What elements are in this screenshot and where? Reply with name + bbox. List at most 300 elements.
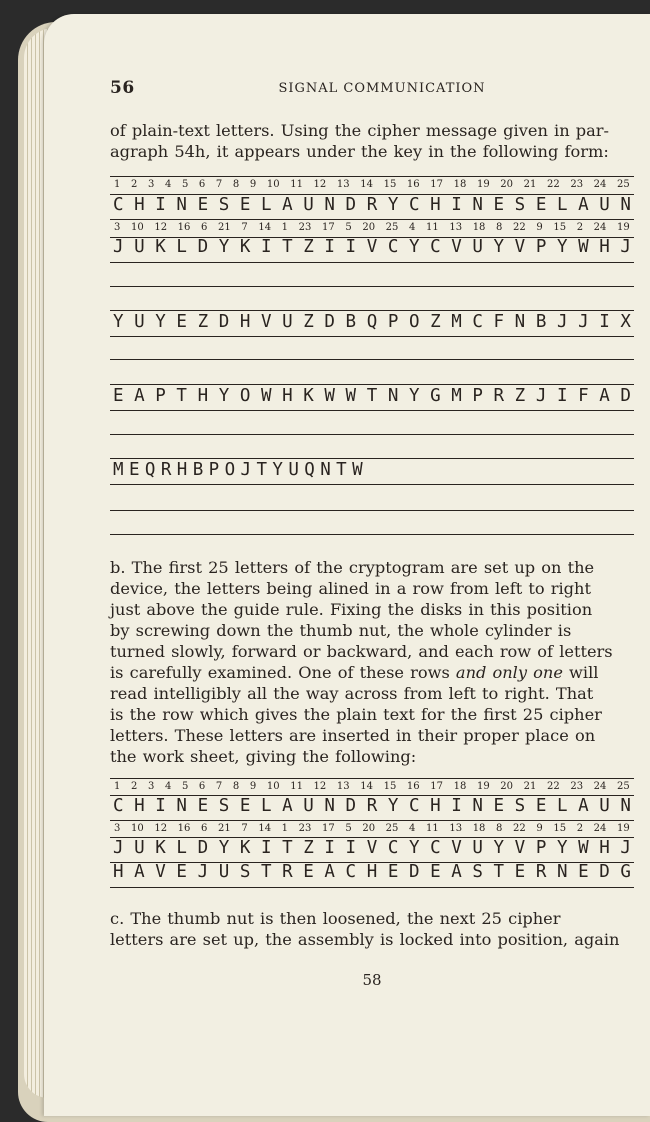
para-c-line: letters are set up, the assembly is locked into position, again (110, 930, 620, 949)
cell: 24 (593, 179, 607, 190)
cell: I (451, 796, 462, 816)
cell: S (218, 195, 230, 215)
para-c-line: c. The thumb nut is then loosened, the next 25 cipher (110, 909, 561, 928)
para-b-line: the work sheet, giving the following: (110, 747, 417, 766)
rule (110, 384, 634, 385)
cell: 7 (241, 222, 248, 233)
cell: R (366, 195, 378, 215)
cell: 13 (449, 823, 463, 834)
intro-line: of plain-text letters. Using the cipher message given in par- (110, 121, 609, 140)
cell: D (345, 195, 357, 215)
cell: C (113, 195, 124, 215)
cell: U (288, 460, 299, 480)
cell: 21 (523, 179, 537, 190)
para-b-line: turned slowly, forward or backward, and each row of letters (110, 642, 613, 661)
cell: H (599, 237, 610, 257)
rule (110, 176, 634, 177)
cell: H (134, 195, 145, 215)
cell: 12 (154, 823, 168, 834)
cell: K (303, 386, 314, 406)
cell: L (260, 796, 272, 816)
cell: P (535, 838, 547, 858)
cell: W (260, 386, 272, 406)
cell: R (282, 862, 293, 882)
cell: L (556, 796, 568, 816)
rule (110, 510, 634, 511)
cell: C (408, 195, 420, 215)
cell: O (239, 386, 251, 406)
cell: D (197, 838, 209, 858)
cell: D (197, 237, 209, 257)
cell: E (578, 862, 589, 882)
cell: G (620, 862, 631, 882)
cell: D (408, 862, 420, 882)
cell: L (260, 195, 272, 215)
cell: Z (303, 838, 314, 858)
cell: Q (304, 460, 315, 480)
cell: N (620, 195, 631, 215)
cell: E (514, 862, 526, 882)
cell: P (472, 386, 483, 406)
cell: 2 (130, 781, 138, 792)
cell: 5 (181, 179, 189, 190)
cell: 23 (298, 222, 312, 233)
para-b-line: is the row which gives the plain text for the first 25 cipher (110, 705, 602, 724)
cell: 13 (336, 781, 350, 792)
cell: C (345, 862, 357, 882)
cell: I (155, 195, 166, 215)
cell: 10 (266, 781, 280, 792)
position-numbers-row-2 (110, 781, 634, 792)
cipher-row-1 (110, 237, 634, 257)
cell: 8 (232, 781, 240, 792)
cell: 11 (426, 222, 439, 233)
cell: A (282, 796, 293, 816)
cell: 5 (345, 823, 352, 834)
cell: O (408, 312, 420, 332)
cell: V (366, 838, 378, 858)
cell: D (620, 386, 631, 406)
cell: 22 (546, 179, 560, 190)
cell: 23 (570, 179, 584, 190)
cell: 14 (360, 781, 373, 792)
cell: Q (366, 312, 378, 332)
cell: U (472, 838, 483, 858)
cell: 18 (472, 823, 486, 834)
cell: J (578, 312, 589, 332)
cell: 7 (215, 781, 223, 792)
cell: 16 (406, 781, 420, 792)
cell: J (197, 862, 209, 882)
cell: N (320, 460, 331, 480)
cell: K (239, 237, 251, 257)
page-number: 56 (110, 78, 135, 98)
cell: 10 (266, 179, 280, 190)
cell: 19 (617, 222, 630, 233)
cell: 15 (383, 781, 397, 792)
cell: 1 (281, 823, 289, 834)
para-b-line: is carefully examined. One of these rows and only one will (110, 663, 599, 682)
cell: Y (155, 312, 166, 332)
cell: 15 (383, 179, 397, 190)
cell: R (535, 862, 547, 882)
cell: N (387, 386, 399, 406)
cell: Y (113, 312, 124, 332)
cell: 16 (177, 222, 191, 233)
cell: A (282, 195, 293, 215)
cell: J (240, 460, 252, 480)
cell: R (160, 460, 172, 480)
cell: H (599, 838, 610, 858)
cell: Z (303, 237, 314, 257)
cell: 23 (298, 823, 312, 834)
cell: 12 (313, 179, 327, 190)
cell: I (451, 195, 462, 215)
cell: 10 (130, 222, 144, 233)
position-numbers-row (110, 179, 634, 190)
cell: 9 (249, 781, 257, 792)
cell: A (451, 862, 462, 882)
rule (110, 820, 634, 821)
cell: 21 (218, 222, 231, 233)
cell: I (260, 838, 272, 858)
cell: 3 (147, 179, 155, 190)
cell: T (366, 386, 378, 406)
cell: 19 (476, 179, 490, 190)
cell: 25 (385, 222, 399, 233)
cell: E (535, 195, 547, 215)
cell: V (451, 838, 462, 858)
cell: U (472, 237, 483, 257)
cell: C (113, 796, 124, 816)
cell: 22 (513, 222, 526, 233)
cell: 24 (593, 222, 607, 233)
rule (110, 434, 634, 435)
cell: V (260, 312, 272, 332)
rule (110, 534, 634, 535)
paragraph-b (110, 557, 634, 767)
cell: N (324, 796, 335, 816)
cell: K (155, 838, 166, 858)
cell: S (514, 796, 526, 816)
cell: Q (144, 460, 156, 480)
rule (110, 887, 634, 888)
cell: U (303, 195, 314, 215)
cell: 4 (409, 823, 416, 834)
cell: 17 (430, 781, 443, 792)
cell: T (256, 460, 267, 480)
cell: J (556, 312, 568, 332)
cell: Y (272, 460, 283, 480)
cell: D (324, 312, 335, 332)
cell: V (514, 838, 526, 858)
cell: E (128, 460, 140, 480)
para-b-line: letters. These letters are inserted in their proper place on (110, 726, 596, 745)
cell: A (578, 195, 589, 215)
cell: H (430, 796, 441, 816)
cell: 12 (154, 222, 168, 233)
cell: 11 (426, 823, 439, 834)
cell: 11 (290, 179, 303, 190)
cell: E (430, 862, 441, 882)
cell: H (239, 312, 251, 332)
cell: 2 (130, 179, 138, 190)
cell: 9 (536, 823, 543, 834)
cell: R (366, 796, 378, 816)
cell: T (260, 862, 272, 882)
cell: N (620, 796, 631, 816)
cell: U (218, 862, 230, 882)
cell: I (599, 312, 610, 332)
cell: P (535, 237, 547, 257)
key-letters-row-2 (110, 796, 634, 816)
cell: C (387, 838, 399, 858)
cell: 20 (500, 179, 514, 190)
cell: W (578, 838, 589, 858)
cell: 21 (218, 823, 231, 834)
cell: 7 (215, 179, 223, 190)
rule (110, 458, 634, 459)
cell: 2 (576, 823, 584, 834)
key-numbers-row-2 (110, 823, 634, 834)
plain-text-row (110, 862, 634, 882)
cell: 8 (232, 179, 240, 190)
cell: Y (556, 838, 568, 858)
cell: E (493, 796, 505, 816)
cell: S (239, 862, 251, 882)
cell: Y (493, 237, 505, 257)
cell: Z (514, 386, 526, 406)
cell: I (345, 838, 357, 858)
cell: C (408, 796, 420, 816)
cell: H (176, 460, 188, 480)
intro-paragraph (110, 120, 634, 162)
cell: H (430, 195, 441, 215)
cell: 6 (201, 222, 208, 233)
cell: 18 (453, 179, 467, 190)
cell: S (514, 195, 526, 215)
cell: 20 (500, 781, 514, 792)
cell: 16 (406, 179, 420, 190)
cell: 7 (241, 823, 248, 834)
cell: Z (197, 312, 209, 332)
rule (110, 359, 634, 360)
cell: 11 (290, 781, 303, 792)
key-letters-row (110, 195, 634, 215)
cell: D (218, 312, 230, 332)
para-b-line: device, the letters being alined in a row from left to right (110, 579, 591, 598)
cell: A (134, 386, 145, 406)
cell: Z (303, 312, 314, 332)
cell: C (387, 237, 399, 257)
cell: 14 (360, 179, 373, 190)
cell: V (451, 237, 462, 257)
cell: 6 (198, 179, 206, 190)
cell: R (493, 386, 505, 406)
cell: 5 (181, 781, 189, 792)
cell: J (535, 386, 547, 406)
cell: F (578, 386, 589, 406)
cell: Y (218, 237, 230, 257)
cell: W (578, 237, 589, 257)
cell: 1 (114, 179, 121, 190)
cell: U (134, 312, 145, 332)
cell: 20 (362, 823, 376, 834)
cell: 21 (523, 781, 537, 792)
cell: 4 (409, 222, 416, 233)
cell: E (535, 796, 547, 816)
cell: Y (556, 237, 568, 257)
cell: I (260, 237, 272, 257)
intro-line: agraph 54h, it appears under the key in the following form: (110, 142, 609, 161)
cell: C (472, 312, 483, 332)
cell: B (345, 312, 357, 332)
cell: C (430, 237, 441, 257)
cell: 13 (449, 222, 463, 233)
rule (110, 778, 634, 779)
cell: N (324, 195, 335, 215)
cell: A (134, 862, 145, 882)
cell: J (113, 237, 124, 257)
cell: T (336, 460, 347, 480)
cell: N (176, 195, 187, 215)
paragraph-c (110, 908, 634, 950)
cell: I (556, 386, 568, 406)
cell: 1 (114, 781, 121, 792)
cell: L (176, 237, 187, 257)
cell: M (451, 386, 462, 406)
cell: Y (218, 386, 230, 406)
cell: U (134, 237, 145, 257)
cell: E (303, 862, 314, 882)
cell: N (472, 195, 483, 215)
cell: Y (387, 195, 399, 215)
cell: 23 (570, 781, 584, 792)
cell: O (224, 460, 236, 480)
para-b-line: by screwing down the thumb nut, the whole cylinder is (110, 621, 572, 640)
cell: W (345, 386, 357, 406)
cell: 15 (553, 222, 567, 233)
cell: U (599, 195, 610, 215)
cell: A (578, 796, 589, 816)
cell: E (197, 796, 209, 816)
cell: S (472, 862, 483, 882)
cell: U (282, 312, 293, 332)
cell: I (324, 838, 335, 858)
cell: E (176, 312, 187, 332)
cell: 13 (336, 179, 350, 190)
cell: 19 (617, 823, 630, 834)
cell: S (218, 796, 230, 816)
cell: B (535, 312, 547, 332)
cell: T (493, 862, 505, 882)
cell: N (176, 796, 187, 816)
cell: E (493, 195, 505, 215)
cell: M (451, 312, 462, 332)
cell: 2 (576, 222, 584, 233)
cell: Z (430, 312, 441, 332)
cell: 25 (617, 179, 630, 190)
cell: P (387, 312, 399, 332)
cell: H (113, 862, 124, 882)
cell: J (620, 838, 631, 858)
cell: 25 (617, 781, 630, 792)
cell: V (514, 237, 526, 257)
cell: 9 (249, 179, 257, 190)
cell: 15 (553, 823, 567, 834)
running-title: SIGNAL COMMUNICATION (278, 81, 486, 96)
key-numbers-row (110, 222, 634, 233)
cell: E (197, 195, 209, 215)
cell: P (155, 386, 166, 406)
cell: U (599, 796, 610, 816)
cell: 8 (496, 222, 503, 233)
cell: 18 (453, 781, 467, 792)
cell: H (366, 862, 378, 882)
cell: 22 (513, 823, 526, 834)
cell: J (620, 237, 631, 257)
cell: W (352, 460, 363, 480)
cell: E (239, 796, 251, 816)
cell: Y (408, 237, 420, 257)
cell: N (514, 312, 526, 332)
guide-rule (110, 410, 634, 411)
cell: V (366, 237, 378, 257)
cell: 17 (430, 179, 443, 190)
cell: 3 (114, 823, 121, 834)
cell: 6 (198, 781, 206, 792)
cell: H (282, 386, 293, 406)
cell: Y (218, 838, 230, 858)
cell: Y (493, 838, 505, 858)
cell: Y (387, 796, 399, 816)
cell: V (155, 862, 166, 882)
folio-number: 58 (362, 971, 382, 989)
cell: K (155, 237, 166, 257)
cell: N (472, 796, 483, 816)
cell: N (556, 862, 568, 882)
cell: 10 (130, 823, 144, 834)
cell: C (430, 838, 441, 858)
cell: E (176, 862, 187, 882)
cell: A (599, 386, 610, 406)
cell: I (345, 237, 357, 257)
para-b-line: read intelligibly all the way across from left to right. That (110, 684, 594, 703)
cell: T (176, 386, 187, 406)
cell: L (556, 195, 568, 215)
cell: 14 (258, 222, 272, 233)
cell: P (208, 460, 220, 480)
cell: H (134, 796, 145, 816)
cell: 24 (593, 823, 607, 834)
cell: Y (408, 838, 420, 858)
cell: 25 (385, 823, 399, 834)
cell: 8 (496, 823, 503, 834)
cell: 3 (114, 222, 121, 233)
cell: 14 (258, 823, 272, 834)
para-b-line: just above the guide rule. Fixing the disks in this position (110, 600, 593, 619)
cell: D (345, 796, 357, 816)
cell: D (599, 862, 610, 882)
rule (110, 219, 634, 220)
cell: 22 (546, 781, 560, 792)
cell: T (282, 237, 293, 257)
cipher-row-2 (110, 312, 634, 332)
cell: 17 (322, 823, 335, 834)
cell: Y (408, 386, 420, 406)
cell: 4 (164, 781, 172, 792)
cipher-row-3 (110, 386, 634, 406)
